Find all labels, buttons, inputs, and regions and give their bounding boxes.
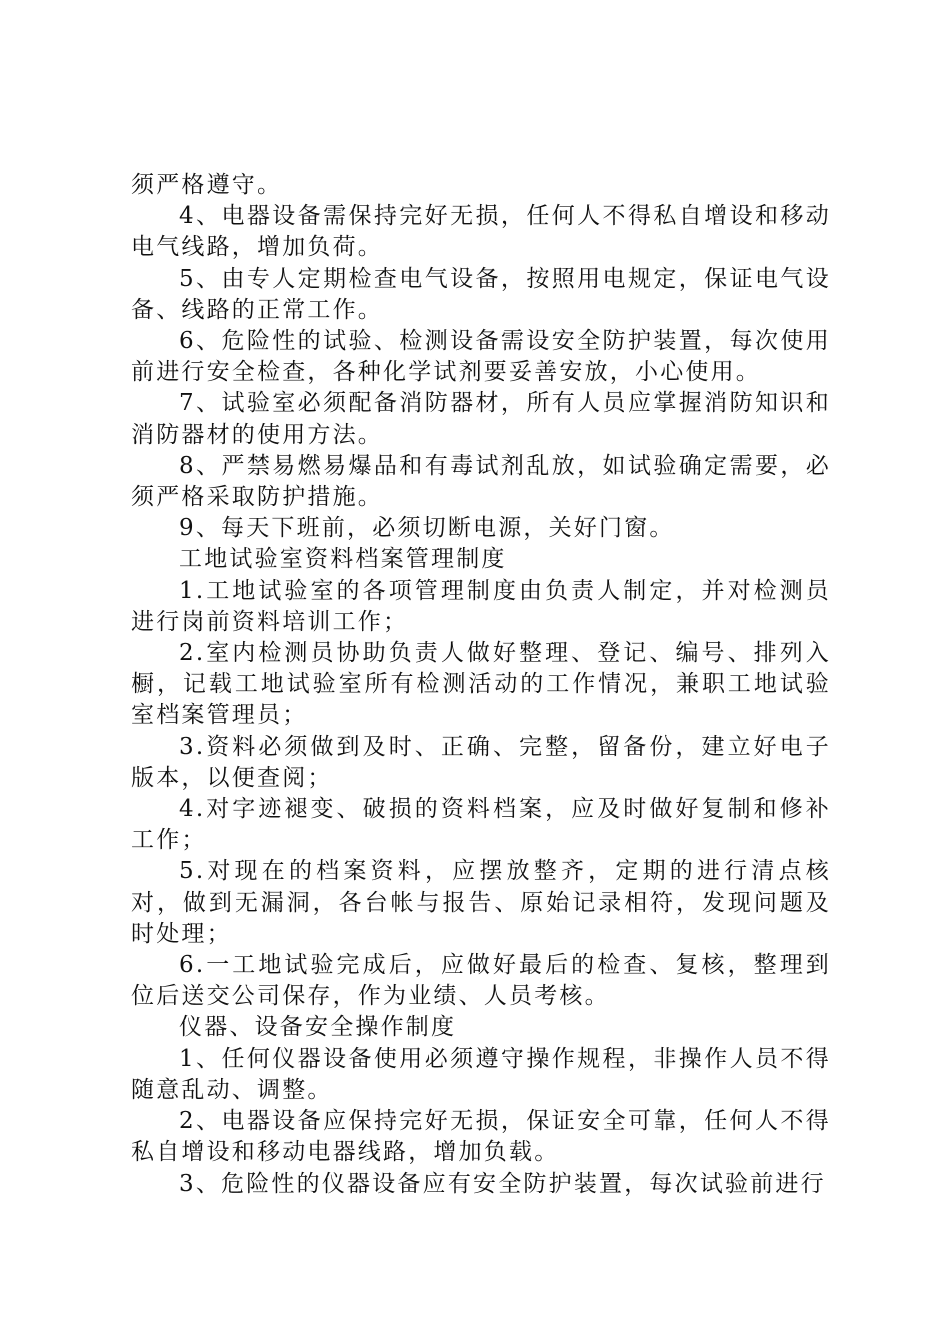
paragraph-archive-1: 1.工地试验室的各项管理制度由负责人制定，并对检测员进行岗前资料培训工作；: [131, 577, 831, 635]
paragraph-continuation: 须严格遵守。: [131, 172, 283, 198]
paragraph-archive-3: 3.资料必须做到及时、正确、完整，留备份，建立好电子版本，以便查阅；: [131, 733, 831, 791]
paragraph-rule-9-power: 9、每天下班前，必须切断电源，关好门窗。: [179, 515, 675, 542]
paragraph-equipment-2: 2、电器设备应保持完好无损，保证安全可靠，任何人不得私自增设和移动电器线路，增加负载。: [131, 1108, 831, 1166]
document-body: [131, 170, 831, 1200]
paragraph-archive-6: 6.一工地试验完成后，应做好最后的检查、复核，整理到位后送交公司保存，作为业绩、人员考核。: [131, 952, 831, 1010]
paragraph-rule-6-hazard: 6、危险性的试验、检测设备需设安全防护装置，每次使用前进行安全检查，各种化学试剂要妥善安放，小心使用。: [131, 328, 831, 386]
paragraph-equipment-3: 3、危险性的仪器设备应有安全防护装置，每次试验前进行: [179, 1170, 826, 1197]
paragraph-rule-4-electrical: 4、电器设备需保持完好无损，任何人不得私自增设和移动电气线路，增加负荷。: [131, 203, 831, 261]
paragraph-rule-7-fire: 7、试验室必须配备消防器材，所有人员应掌握消防知识和消防器材的使用方法。: [131, 390, 831, 448]
section-heading-archives: 工地试验室资料档案管理制度: [179, 546, 507, 573]
paragraph-equipment-1: 1、任何仪器设备使用必须遵守操作规程，非操作人员不得随意乱动、调整。: [131, 1045, 831, 1103]
section-heading-equipment-safety: 仪器、设备安全操作制度: [179, 1014, 457, 1041]
paragraph-rule-8-flammable: 8、严禁易燃易爆品和有毒试剂乱放，如试验确定需要，必须严格采取防护措施。: [131, 452, 831, 511]
paragraph-archive-2: 2.室内检测员协助负责人做好整理、登记、编号、排列入橱，记载工地试验室所有检测活动的工作情况，兼职工地试验室档案管理员；: [131, 640, 831, 729]
paragraph-archive-4: 4.对字迹褪变、破损的资料档案，应及时做好复制和修补工作；: [131, 796, 831, 854]
paragraph-rule-5-inspection: 5、由专人定期检查电气设备，按照用电规定，保证电气设备、线路的正常工作。: [131, 265, 831, 323]
paragraph-archive-5: 5.对现在的档案资料，应摆放整齐，定期的进行清点核对，做到无漏洞，各台帐与报告、原始记录相符，发现问题及时处理；: [131, 858, 831, 947]
